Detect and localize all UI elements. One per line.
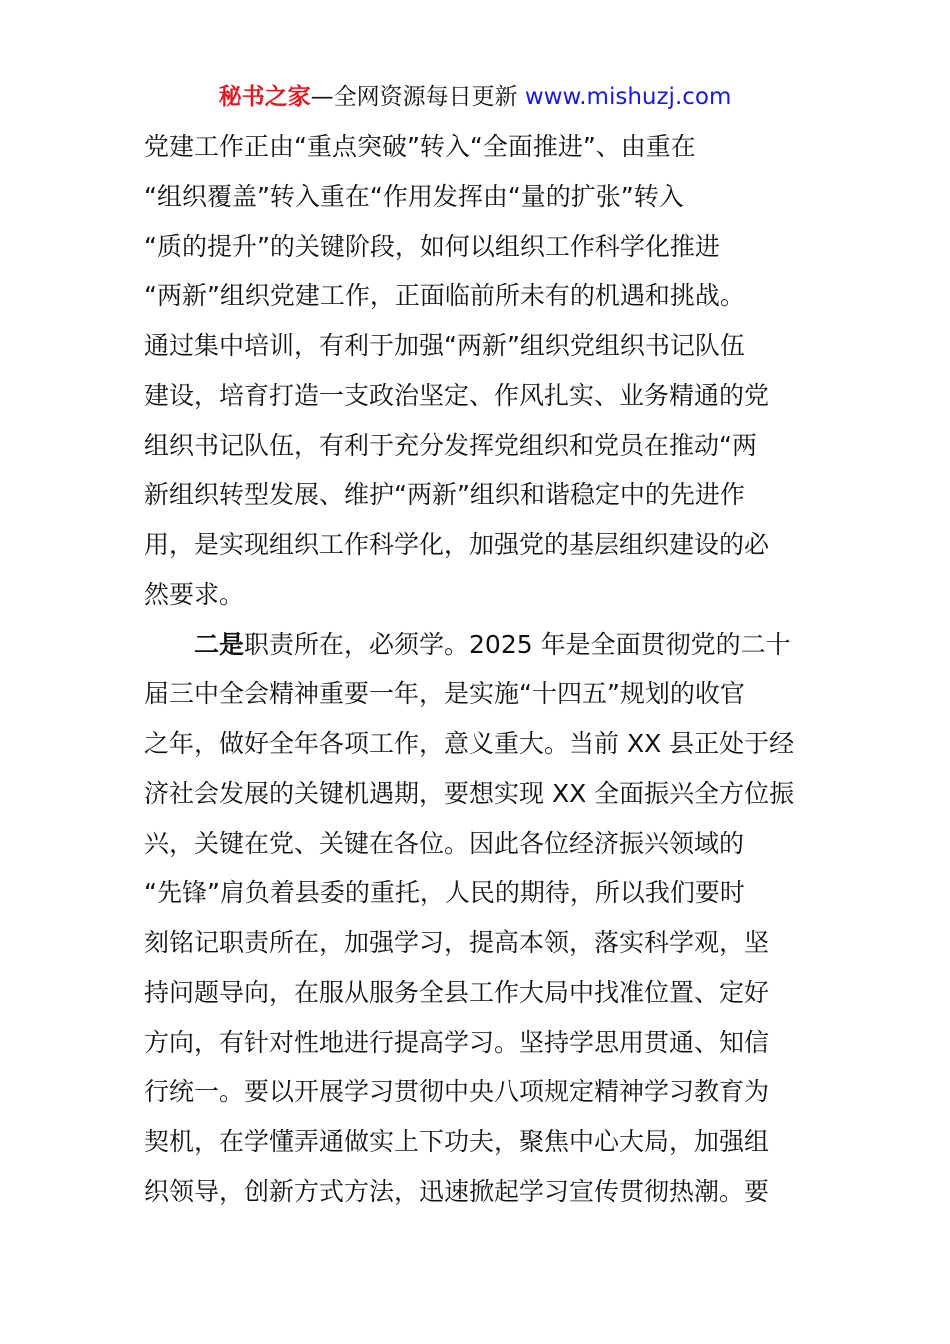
text-line: 济社会发展的关键机遇期，要想实现 XX 全面振兴全方位振 [144, 778, 795, 808]
paragraph-lead-rest: 职责所在，必须学。2025 年是全面贯彻党的二十 [244, 629, 791, 659]
document-body [144, 122, 814, 1217]
text-line: 行统一。要以开展学习贯彻中央八项规定精神学习教育为 [144, 1077, 770, 1107]
text-line: 届三中全会精神重要一年，是实施“十四五”规划的收官 [144, 679, 745, 709]
text-line: 织领导，创新方式方法，迅速掀起学习宣传贯彻热潮。要 [144, 1176, 770, 1206]
text-line: 建设，培育打造一支政治坚定、作风扎实、业务精通的党 [144, 380, 770, 410]
text-line: “先锋”肩负着县委的重托，人民的期待，所以我们要时 [144, 878, 745, 908]
text-line: 组织书记队伍，有利于充分发挥党组织和党员在推动“两 [144, 430, 757, 460]
text-line: 通过集中培训，有利于加强“两新”组织党组织书记队伍 [144, 331, 745, 360]
text-line: 兴，关键在党、关键在各位。因此各位经济振兴领域的 [144, 828, 745, 858]
page-header [0, 80, 950, 114]
text-line: “质的提升”的关键阶段，如何以组织工作科学化推进 [144, 231, 720, 261]
text-line: 党建工作正由“重点突破”转入“全面推进”、由重在 [144, 132, 696, 161]
text-line: 刻铭记职责所在，加强学习，提高本领，落实科学观，坚 [144, 928, 770, 957]
text-line: 方向，有针对性地进行提高学习。坚持学思用贯通、知信 [144, 1027, 770, 1057]
header-tagline: —全网资源每日更新 [310, 84, 525, 110]
text-line: 契机，在学懂弄通做实上下功夫，聚焦中心大局，加强组 [144, 1127, 770, 1156]
text-line: 新组织转型发展、维护“两新”组织和谐稳定中的先进作 [144, 480, 745, 510]
text-line: 持问题导向，在服从服务全县工作大局中找准位置、定好 [144, 977, 770, 1007]
text-line: 用，是实现组织工作科学化，加强党的基层组织建设的必 [144, 530, 770, 559]
paragraph-2 [144, 620, 814, 1217]
site-url-link[interactable]: www.mishuzj.com [524, 84, 732, 110]
text-line: “组织覆盖”转入重在“作用发挥由“量的扩张”转入 [144, 181, 684, 211]
text-line: 然要求。 [144, 579, 245, 609]
paragraph-lead-bold: 二是 [194, 629, 245, 659]
paragraph-first-line [144, 620, 814, 670]
text-line: “两新”组织党建工作，正面临前所未有的机遇和挑战。 [144, 281, 745, 311]
paragraph-1 [144, 122, 814, 620]
text-line: 之年，做好全年各项工作，意义重大。当前 XX 县正处于经 [144, 729, 795, 758]
brand-name: 秘书之家 [218, 84, 311, 110]
